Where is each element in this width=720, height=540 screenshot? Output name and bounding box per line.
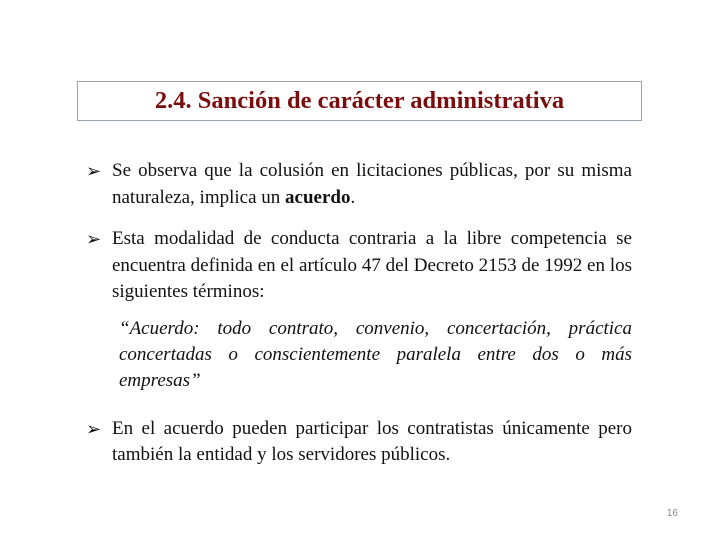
arrow-bullet-icon: ➢ — [86, 418, 102, 439]
bullet-item — [86, 416, 632, 469]
legal-quote: “Acuerdo: todo contrato, convenio, concertación, práctica concertadas o conscientemente paralela entre dos o más empresas” — [119, 317, 632, 391]
bullet-text: En el acuerdo pueden participar los contratistas únicamente pero también la entidad y los servidores públicos. — [112, 417, 632, 465]
bullet-text-part: Se observa que la colusión en licitaciones públicas, por su misma naturaleza, implica un — [112, 160, 632, 208]
slide-title-box — [77, 81, 642, 121]
bullet-item — [86, 158, 632, 211]
bullet-text: Esta modalidad de conducta contraria a la libre competencia se encuentra definida en el artículo 47 del Decreto 2153 de 1992 en los siguientes términos: — [112, 228, 632, 302]
bullet-text-part: . — [350, 186, 356, 208]
bullet-emphasis: acuerdo — [285, 186, 351, 208]
slide-content — [86, 158, 632, 484]
bullet-text — [112, 158, 632, 211]
page-number: 16 — [666, 508, 678, 519]
bullet-item — [86, 226, 632, 306]
slide-title: 2.4. Sanción de carácter administrativa — [154, 87, 565, 114]
arrow-bullet-icon: ➢ — [86, 161, 102, 181]
arrow-bullet-icon: ➢ — [86, 229, 102, 249]
